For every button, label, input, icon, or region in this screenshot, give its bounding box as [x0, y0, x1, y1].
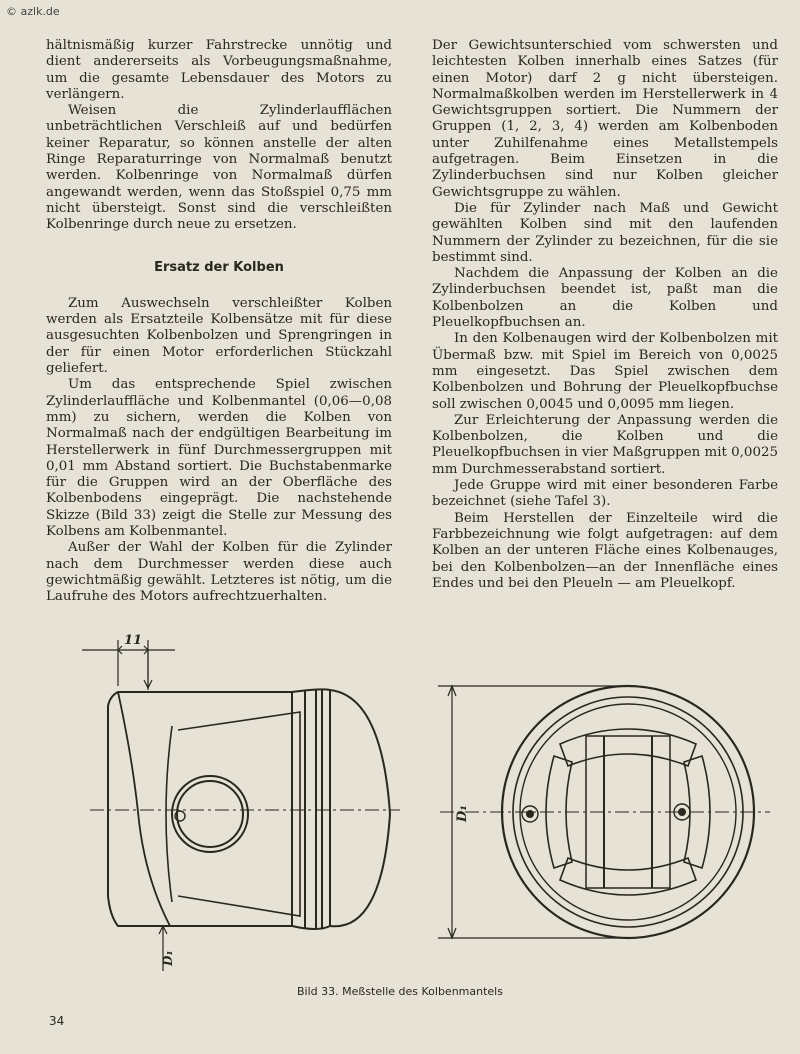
page-number: 34	[49, 1014, 65, 1028]
left-column	[46, 38, 392, 606]
paragraph: Beim Herstellen der Einzelteile wird die Farbbezeichnung wie folgt aufgetragen: auf dem Kolben an der unteren Fläche eines Kolbenauges, bei den Kolbenbolzen—an der Innenfläche eines Endes und bei den Pleueln — am Pleuelkopf.	[432, 510, 778, 591]
paragraph: Zur Erleichterung der Anpassung werden die Kolbenbolzen, die Kolben und die Pleuelkopfbuchsen in vier Maßgruppen mit 0,0025 mm Durchmesserabstand sortiert.	[432, 412, 778, 477]
paragraph: Jede Gruppe wird mit einer besonderen Farbe bezeichnet (siehe Tafel 3).	[432, 478, 778, 510]
piston-side-view	[82, 640, 400, 971]
piston-drawing	[60, 626, 780, 986]
right-column	[432, 38, 778, 592]
figure-caption: Bild 33. Meßstelle des Kolbenmantels	[297, 985, 503, 998]
watermark: © azlk.de	[6, 5, 60, 18]
dimension-label-11: 11	[124, 633, 143, 648]
paragraph: Weisen die Zylinderlaufflächen unbeträchtlichen Verschleiß auf und bedürfen keiner Reparatur, so können anstelle der alten Ringe Reparaturringe von Normalmaß benutzt werden. Kolbenringe von Normalmaß dürfen angewandt werden, wenn das Stoßspiel 0,75 mm nicht übersteigt. Sonst sind die verschleißten Kolbenringe durch neue zu ersetzen.	[46, 103, 392, 233]
dimension-label-d1-top: D₁	[455, 805, 470, 822]
paragraph: Nachdem die Anpassung der Kolben an die Zylinderbuchsen beendet ist, paßt man die Kolbenbolzen an die Kolben und Pleuelkopfbuchsen an.	[432, 266, 778, 331]
paragraph: Zum Auswechseln verschleißter Kolben werden als Ersatzteile Kolbensätze mit für diese ausgesuchten Kolbenbolzen und Sprengringen in der für einen Motor erforderlichen Stückzahl geliefert.	[46, 295, 392, 377]
dimension-label-d1-side: D₁	[161, 950, 175, 966]
paragraph: Der Gewichtsunterschied vom schwersten und leichtesten Kolben innerhalb eines Satzes (für einen Motor) darf 2 g nicht übersteigen. Normalmaßkolben werden im Herstellerwerk in 4 Gewichtsgruppen sortiert. Die Nummern der Gruppen (1, 2, 3, 4) werden am Kolbenboden unter Zuhilfenahme eines Metallstempels aufgetragen. Beim Einsetzen in die Zylinderbuchsen sind nur Kolben gleicher Gewichtsgruppe zu wählen.	[432, 38, 778, 200]
paragraph: Die für Zylinder nach Maß und Gewicht gewählten Kolben sind mit den laufenden Nummern der Zylinder zu bezeichnen, für die sie bestimmt sind.	[432, 200, 778, 265]
paragraph: Um das entsprechende Spiel zwischen Zylinderlauffläche und Kolbenmantel (0,06—0,08 mm) zu sichern, werden die Kolben von Normalmaß nach der endgültigen Bearbeitung im Herstellerwerk in fünf Durchmessergruppen mit 0,01 mm Abstand sortiert. Die Buchstabenmarke für die Gruppen wird an der Oberfläche des Kolbenbodens eingeprägt. Die nachstehende Skizze (Bild 33) zeigt die Stelle zur Messung des Kolbens am Kolbenmantel.	[46, 377, 392, 540]
paragraph: In den Kolbenaugen wird der Kolbenbolzen mit Übermaß bzw. mit Spiel im Bereich von 0,0025 mm eingesetzt. Das Spiel zwischen dem Kolbenbolzen und Bohrung der Pleuelkopfbuchse soll zwischen 0,0045 und 0,0095 mm liegen.	[432, 331, 778, 412]
section-heading: Ersatz der Kolben	[154, 259, 284, 275]
piston-top-view	[438, 686, 770, 938]
paragraph: Außer der Wahl der Kolben für die Zylinder nach dem Durchmesser werden diese auch gewichtmäßig gewählt. Letzteres ist nötig, um die Laufruhe des Motors aufrechtzuerhalten.	[46, 540, 392, 605]
paragraph: hältnismäßig kurzer Fahrstrecke unnötig und dient andererseits als Vorbeugungsmaßnahme, um die gesamte Lebensdauer des Motors zu verlängern.	[46, 38, 392, 102]
